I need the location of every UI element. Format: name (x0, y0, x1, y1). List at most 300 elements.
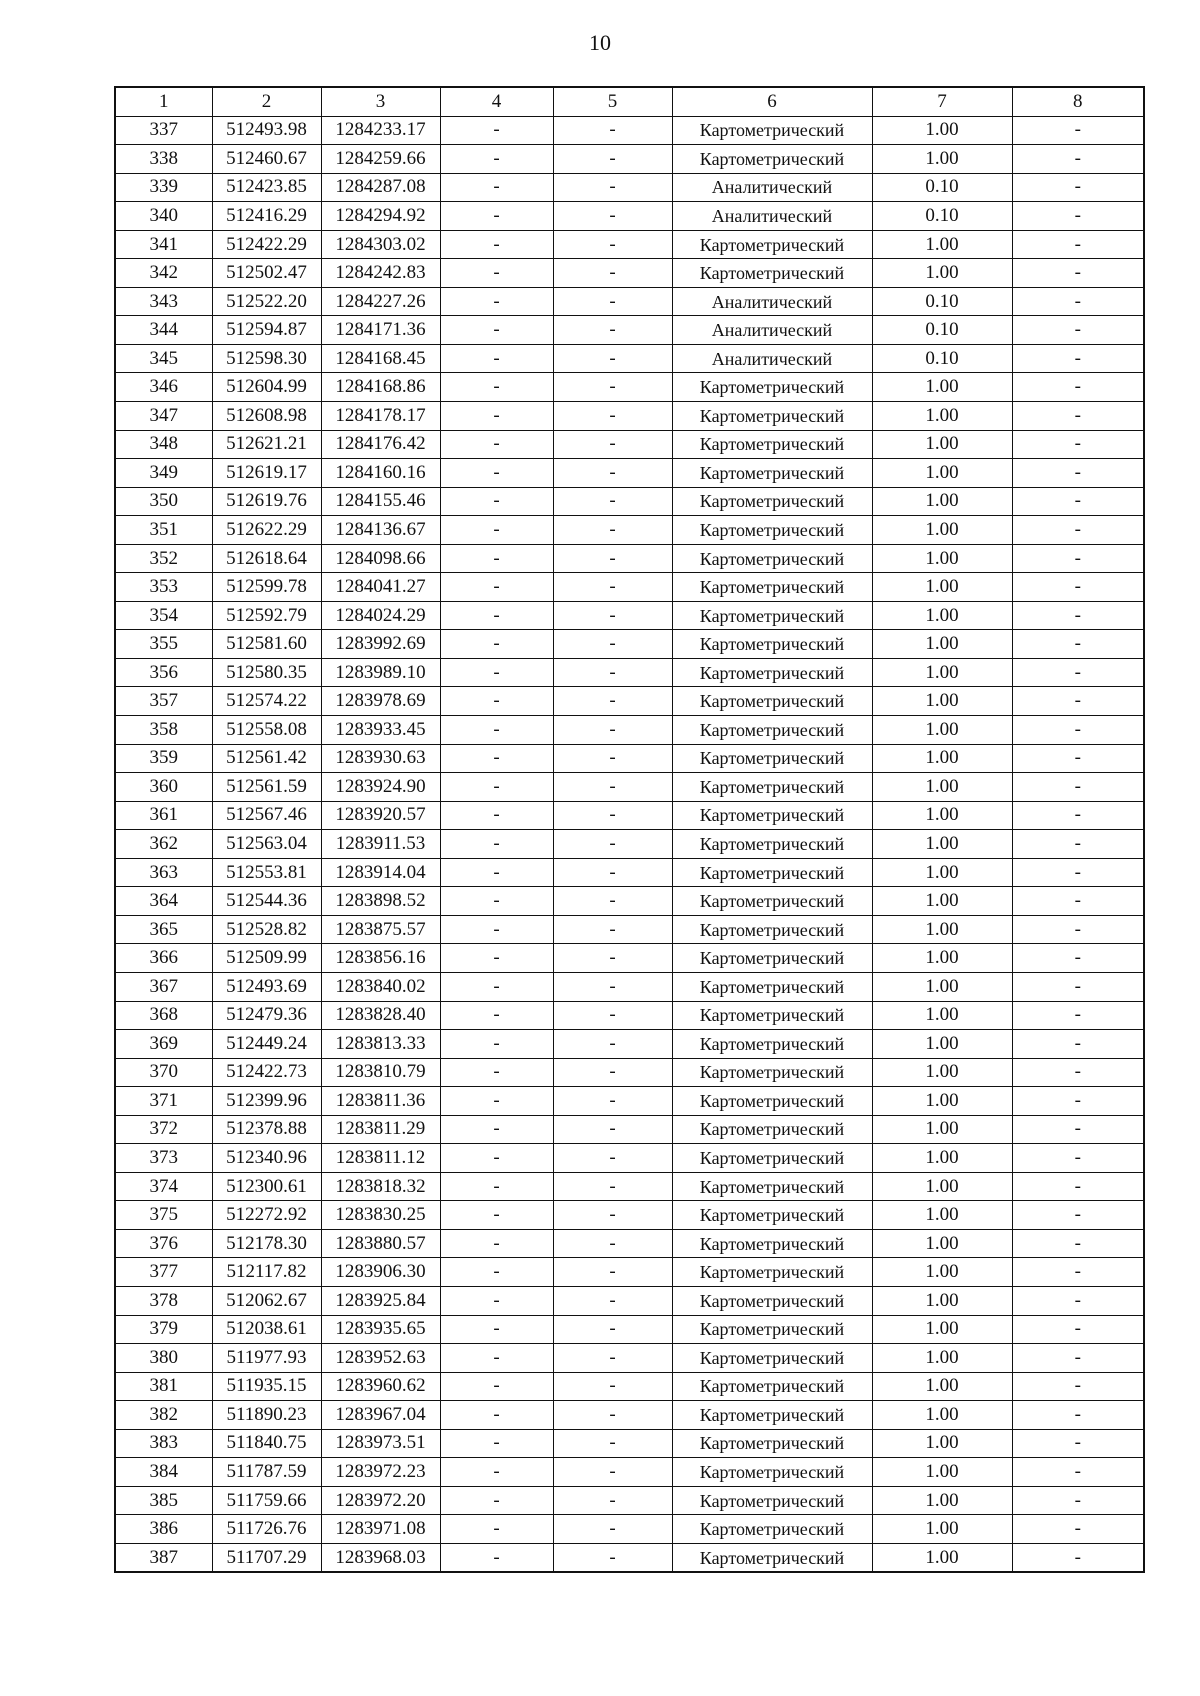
method-cell: Картометрический (672, 858, 872, 887)
column-5-cell: - (553, 773, 672, 802)
column-4-cell: - (440, 1429, 553, 1458)
table-row (115, 801, 1144, 830)
column-8-cell: - (1012, 801, 1144, 830)
method-cell: Картометрический (672, 402, 872, 431)
method-cell: Картометрический (672, 1401, 872, 1430)
column-5-cell: - (553, 1372, 672, 1401)
accuracy-cell: 1.00 (872, 1458, 1012, 1487)
column-8-cell: - (1012, 1315, 1144, 1344)
column-8-cell: - (1012, 259, 1144, 288)
x-coordinate-cell: 511890.23 (212, 1401, 321, 1430)
table-row (115, 430, 1144, 459)
y-coordinate-cell: 1283911.53 (321, 830, 440, 859)
point-number-cell: 380 (115, 1344, 212, 1373)
point-number-cell: 364 (115, 887, 212, 916)
method-cell: Картометрический (672, 1144, 872, 1173)
column-4-cell: - (440, 858, 553, 887)
x-coordinate-cell: 512574.22 (212, 687, 321, 716)
y-coordinate-cell: 1283978.69 (321, 687, 440, 716)
accuracy-cell: 1.00 (872, 1344, 1012, 1373)
table-row (115, 573, 1144, 602)
x-coordinate-cell: 511977.93 (212, 1344, 321, 1373)
column-8-cell: - (1012, 516, 1144, 545)
column-4-cell: - (440, 1001, 553, 1030)
column-header: 8 (1012, 87, 1144, 116)
column-4-cell: - (440, 1344, 553, 1373)
column-4-cell: - (440, 316, 553, 345)
x-coordinate-cell: 512178.30 (212, 1229, 321, 1258)
method-cell: Картометрический (672, 773, 872, 802)
column-8-cell: - (1012, 887, 1144, 916)
column-8-cell: - (1012, 716, 1144, 745)
method-cell: Картометрический (672, 744, 872, 773)
table-row (115, 1315, 1144, 1344)
x-coordinate-cell: 512618.64 (212, 544, 321, 573)
x-coordinate-cell: 512581.60 (212, 630, 321, 659)
method-cell: Аналитический (672, 344, 872, 373)
column-4-cell: - (440, 773, 553, 802)
x-coordinate-cell: 511840.75 (212, 1429, 321, 1458)
x-coordinate-cell: 512422.73 (212, 1058, 321, 1087)
x-coordinate-cell: 512062.67 (212, 1286, 321, 1315)
table-row (115, 944, 1144, 973)
column-5-cell: - (553, 744, 672, 773)
column-header: 7 (872, 87, 1012, 116)
table-row (115, 1172, 1144, 1201)
y-coordinate-cell: 1283830.25 (321, 1201, 440, 1230)
column-8-cell: - (1012, 1401, 1144, 1430)
accuracy-cell: 0.10 (872, 344, 1012, 373)
point-number-cell: 361 (115, 801, 212, 830)
x-coordinate-cell: 512622.29 (212, 516, 321, 545)
y-coordinate-cell: 1283971.08 (321, 1515, 440, 1544)
column-4-cell: - (440, 1315, 553, 1344)
table-row (115, 516, 1144, 545)
y-coordinate-cell: 1284242.83 (321, 259, 440, 288)
method-cell: Картометрический (672, 630, 872, 659)
column-4-cell: - (440, 373, 553, 402)
x-coordinate-cell: 511707.29 (212, 1543, 321, 1572)
x-coordinate-cell: 512561.42 (212, 744, 321, 773)
table-row (115, 744, 1144, 773)
y-coordinate-cell: 1283880.57 (321, 1229, 440, 1258)
point-number-cell: 365 (115, 915, 212, 944)
point-number-cell: 385 (115, 1486, 212, 1515)
method-cell: Картометрический (672, 716, 872, 745)
column-5-cell: - (553, 430, 672, 459)
column-4-cell: - (440, 716, 553, 745)
accuracy-cell: 1.00 (872, 887, 1012, 916)
x-coordinate-cell: 512340.96 (212, 1144, 321, 1173)
method-cell: Картометрический (672, 1515, 872, 1544)
column-8-cell: - (1012, 972, 1144, 1001)
point-number-cell: 374 (115, 1172, 212, 1201)
column-5-cell: - (553, 1030, 672, 1059)
table-row (115, 202, 1144, 231)
y-coordinate-cell: 1283925.84 (321, 1286, 440, 1315)
x-coordinate-cell: 512567.46 (212, 801, 321, 830)
column-5-cell: - (553, 487, 672, 516)
accuracy-cell: 1.00 (872, 1172, 1012, 1201)
column-8-cell: - (1012, 1030, 1144, 1059)
column-5-cell: - (553, 1344, 672, 1373)
table-row (115, 1229, 1144, 1258)
column-4-cell: - (440, 1172, 553, 1201)
column-8-cell: - (1012, 687, 1144, 716)
method-cell: Картометрический (672, 1258, 872, 1287)
table-row (115, 915, 1144, 944)
table-row (115, 1458, 1144, 1487)
x-coordinate-cell: 512594.87 (212, 316, 321, 345)
x-coordinate-cell: 512608.98 (212, 402, 321, 431)
table-row (115, 773, 1144, 802)
column-4-cell: - (440, 430, 553, 459)
column-4-cell: - (440, 658, 553, 687)
table-row (115, 1030, 1144, 1059)
accuracy-cell: 1.00 (872, 1229, 1012, 1258)
y-coordinate-cell: 1284155.46 (321, 487, 440, 516)
y-coordinate-cell: 1284168.45 (321, 344, 440, 373)
y-coordinate-cell: 1283930.63 (321, 744, 440, 773)
column-4-cell: - (440, 1115, 553, 1144)
column-8-cell: - (1012, 1258, 1144, 1287)
column-5-cell: - (553, 1429, 672, 1458)
table-row (115, 173, 1144, 202)
accuracy-cell: 1.00 (872, 1258, 1012, 1287)
method-cell: Картометрический (672, 658, 872, 687)
table-row (115, 259, 1144, 288)
column-5-cell: - (553, 716, 672, 745)
x-coordinate-cell: 512117.82 (212, 1258, 321, 1287)
accuracy-cell: 1.00 (872, 773, 1012, 802)
column-4-cell: - (440, 487, 553, 516)
point-number-cell: 343 (115, 287, 212, 316)
table-row (115, 630, 1144, 659)
method-cell: Картометрический (672, 1429, 872, 1458)
column-4-cell: - (440, 1229, 553, 1258)
accuracy-cell: 1.00 (872, 858, 1012, 887)
column-5-cell: - (553, 287, 672, 316)
table-row (115, 601, 1144, 630)
point-number-cell: 363 (115, 858, 212, 887)
accuracy-cell: 1.00 (872, 658, 1012, 687)
accuracy-cell: 1.00 (872, 1030, 1012, 1059)
method-cell: Картометрический (672, 230, 872, 259)
column-8-cell: - (1012, 1429, 1144, 1458)
column-8-cell: - (1012, 1486, 1144, 1515)
accuracy-cell: 1.00 (872, 544, 1012, 573)
method-cell: Картометрический (672, 1486, 872, 1515)
x-coordinate-cell: 512558.08 (212, 716, 321, 745)
y-coordinate-cell: 1284171.36 (321, 316, 440, 345)
column-8-cell: - (1012, 1172, 1144, 1201)
column-8-cell: - (1012, 544, 1144, 573)
y-coordinate-cell: 1283811.36 (321, 1087, 440, 1116)
column-4-cell: - (440, 459, 553, 488)
accuracy-cell: 1.00 (872, 744, 1012, 773)
accuracy-cell: 1.00 (872, 972, 1012, 1001)
method-cell: Картометрический (672, 915, 872, 944)
method-cell: Картометрический (672, 1001, 872, 1030)
y-coordinate-cell: 1283924.90 (321, 773, 440, 802)
method-cell: Картометрический (672, 573, 872, 602)
y-coordinate-cell: 1284259.66 (321, 145, 440, 174)
accuracy-cell: 1.00 (872, 716, 1012, 745)
column-8-cell: - (1012, 1058, 1144, 1087)
column-4-cell: - (440, 830, 553, 859)
accuracy-cell: 1.00 (872, 145, 1012, 174)
y-coordinate-cell: 1283952.63 (321, 1344, 440, 1373)
column-5-cell: - (553, 1172, 672, 1201)
point-number-cell: 372 (115, 1115, 212, 1144)
method-cell: Картометрический (672, 544, 872, 573)
column-5-cell: - (553, 1315, 672, 1344)
column-header: 1 (115, 87, 212, 116)
column-4-cell: - (440, 173, 553, 202)
column-8-cell: - (1012, 459, 1144, 488)
x-coordinate-cell: 512599.78 (212, 573, 321, 602)
method-cell: Картометрический (672, 887, 872, 916)
point-number-cell: 375 (115, 1201, 212, 1230)
table-row (115, 373, 1144, 402)
x-coordinate-cell: 512416.29 (212, 202, 321, 231)
column-5-cell: - (553, 972, 672, 1001)
y-coordinate-cell: 1284303.02 (321, 230, 440, 259)
point-number-cell: 367 (115, 972, 212, 1001)
x-coordinate-cell: 512619.17 (212, 459, 321, 488)
point-number-cell: 368 (115, 1001, 212, 1030)
column-8-cell: - (1012, 1144, 1144, 1173)
y-coordinate-cell: 1283856.16 (321, 944, 440, 973)
column-8-cell: - (1012, 344, 1144, 373)
column-4-cell: - (440, 801, 553, 830)
y-coordinate-cell: 1283811.12 (321, 1144, 440, 1173)
column-5-cell: - (553, 573, 672, 602)
x-coordinate-cell: 512422.29 (212, 230, 321, 259)
point-number-cell: 350 (115, 487, 212, 516)
column-4-cell: - (440, 1515, 553, 1544)
column-8-cell: - (1012, 1201, 1144, 1230)
column-8-cell: - (1012, 630, 1144, 659)
x-coordinate-cell: 512561.59 (212, 773, 321, 802)
accuracy-cell: 1.00 (872, 630, 1012, 659)
column-5-cell: - (553, 173, 672, 202)
column-5-cell: - (553, 516, 672, 545)
y-coordinate-cell: 1283818.32 (321, 1172, 440, 1201)
method-cell: Картометрический (672, 1201, 872, 1230)
column-8-cell: - (1012, 744, 1144, 773)
method-cell: Картометрический (672, 516, 872, 545)
accuracy-cell: 0.10 (872, 316, 1012, 345)
x-coordinate-cell: 512460.67 (212, 145, 321, 174)
column-5-cell: - (553, 1543, 672, 1572)
y-coordinate-cell: 1283972.23 (321, 1458, 440, 1487)
method-cell: Картометрический (672, 1229, 872, 1258)
x-coordinate-cell: 512449.24 (212, 1030, 321, 1059)
column-8-cell: - (1012, 830, 1144, 859)
column-8-cell: - (1012, 573, 1144, 602)
x-coordinate-cell: 512423.85 (212, 173, 321, 202)
column-5-cell: - (553, 402, 672, 431)
y-coordinate-cell: 1284294.92 (321, 202, 440, 231)
point-number-cell: 378 (115, 1286, 212, 1315)
x-coordinate-cell: 512553.81 (212, 858, 321, 887)
column-8-cell: - (1012, 230, 1144, 259)
y-coordinate-cell: 1284176.42 (321, 430, 440, 459)
column-4-cell: - (440, 145, 553, 174)
column-4-cell: - (440, 1258, 553, 1287)
column-8-cell: - (1012, 1372, 1144, 1401)
x-coordinate-cell: 512621.21 (212, 430, 321, 459)
point-number-cell: 359 (115, 744, 212, 773)
x-coordinate-cell: 512563.04 (212, 830, 321, 859)
method-cell: Картометрический (672, 801, 872, 830)
point-number-cell: 358 (115, 716, 212, 745)
accuracy-cell: 1.00 (872, 944, 1012, 973)
accuracy-cell: 0.10 (872, 202, 1012, 231)
y-coordinate-cell: 1283828.40 (321, 1001, 440, 1030)
method-cell: Аналитический (672, 202, 872, 231)
column-5-cell: - (553, 1115, 672, 1144)
x-coordinate-cell: 512522.20 (212, 287, 321, 316)
x-coordinate-cell: 512592.79 (212, 601, 321, 630)
column-5-cell: - (553, 858, 672, 887)
accuracy-cell: 1.00 (872, 1115, 1012, 1144)
point-number-cell: 337 (115, 116, 212, 145)
point-number-cell: 354 (115, 601, 212, 630)
table-row (115, 1115, 1144, 1144)
accuracy-cell: 0.10 (872, 173, 1012, 202)
column-5-cell: - (553, 915, 672, 944)
y-coordinate-cell: 1283875.57 (321, 915, 440, 944)
point-number-cell: 338 (115, 145, 212, 174)
column-8-cell: - (1012, 1543, 1144, 1572)
accuracy-cell: 1.00 (872, 487, 1012, 516)
column-header: 6 (672, 87, 872, 116)
method-cell: Картометрический (672, 1372, 872, 1401)
y-coordinate-cell: 1283933.45 (321, 716, 440, 745)
column-5-cell: - (553, 316, 672, 345)
column-4-cell: - (440, 1372, 553, 1401)
x-coordinate-cell: 512509.99 (212, 944, 321, 973)
x-coordinate-cell: 512479.36 (212, 1001, 321, 1030)
y-coordinate-cell: 1284168.86 (321, 373, 440, 402)
column-8-cell: - (1012, 601, 1144, 630)
method-cell: Картометрический (672, 259, 872, 288)
column-8-cell: - (1012, 116, 1144, 145)
x-coordinate-cell: 512038.61 (212, 1315, 321, 1344)
point-number-cell: 352 (115, 544, 212, 573)
column-4-cell: - (440, 744, 553, 773)
column-5-cell: - (553, 830, 672, 859)
column-4-cell: - (440, 516, 553, 545)
point-number-cell: 345 (115, 344, 212, 373)
x-coordinate-cell: 512580.35 (212, 658, 321, 687)
column-header: 5 (553, 87, 672, 116)
point-number-cell: 371 (115, 1087, 212, 1116)
point-number-cell: 386 (115, 1515, 212, 1544)
accuracy-cell: 1.00 (872, 459, 1012, 488)
method-cell: Картометрический (672, 830, 872, 859)
method-cell: Аналитический (672, 316, 872, 345)
column-5-cell: - (553, 658, 672, 687)
column-4-cell: - (440, 544, 553, 573)
column-4-cell: - (440, 1087, 553, 1116)
table-row (115, 1144, 1144, 1173)
accuracy-cell: 1.00 (872, 1001, 1012, 1030)
method-cell: Аналитический (672, 287, 872, 316)
table-row (115, 402, 1144, 431)
x-coordinate-cell: 512598.30 (212, 344, 321, 373)
column-8-cell: - (1012, 316, 1144, 345)
x-coordinate-cell: 512619.76 (212, 487, 321, 516)
column-4-cell: - (440, 915, 553, 944)
column-4-cell: - (440, 687, 553, 716)
column-8-cell: - (1012, 373, 1144, 402)
x-coordinate-cell: 512378.88 (212, 1115, 321, 1144)
column-5-cell: - (553, 1087, 672, 1116)
column-5-cell: - (553, 459, 672, 488)
table-row (115, 830, 1144, 859)
accuracy-cell: 1.00 (872, 1515, 1012, 1544)
column-4-cell: - (440, 1486, 553, 1515)
point-number-cell: 346 (115, 373, 212, 402)
point-number-cell: 381 (115, 1372, 212, 1401)
table-header-row (115, 87, 1144, 116)
table-row (115, 1344, 1144, 1373)
column-5-cell: - (553, 1229, 672, 1258)
column-8-cell: - (1012, 1344, 1144, 1373)
column-4-cell: - (440, 1144, 553, 1173)
column-8-cell: - (1012, 1001, 1144, 1030)
method-cell: Картометрический (672, 373, 872, 402)
y-coordinate-cell: 1284160.16 (321, 459, 440, 488)
y-coordinate-cell: 1283914.04 (321, 858, 440, 887)
method-cell: Картометрический (672, 972, 872, 1001)
column-8-cell: - (1012, 287, 1144, 316)
method-cell: Картометрический (672, 145, 872, 174)
point-number-cell: 344 (115, 316, 212, 345)
column-5-cell: - (553, 116, 672, 145)
column-5-cell: - (553, 1058, 672, 1087)
point-number-cell: 377 (115, 1258, 212, 1287)
y-coordinate-cell: 1284041.27 (321, 573, 440, 602)
y-coordinate-cell: 1284098.66 (321, 544, 440, 573)
method-cell: Картометрический (672, 1315, 872, 1344)
table-row (115, 145, 1144, 174)
point-number-cell: 382 (115, 1401, 212, 1430)
y-coordinate-cell: 1284136.67 (321, 516, 440, 545)
table-row (115, 230, 1144, 259)
method-cell: Картометрический (672, 459, 872, 488)
column-4-cell: - (440, 630, 553, 659)
method-cell: Картометрический (672, 487, 872, 516)
column-8-cell: - (1012, 145, 1144, 174)
column-header: 2 (212, 87, 321, 116)
point-number-cell: 373 (115, 1144, 212, 1173)
x-coordinate-cell: 511759.66 (212, 1486, 321, 1515)
column-5-cell: - (553, 1486, 672, 1515)
x-coordinate-cell: 512300.61 (212, 1172, 321, 1201)
accuracy-cell: 1.00 (872, 601, 1012, 630)
table-row (115, 858, 1144, 887)
column-4-cell: - (440, 1401, 553, 1430)
point-number-cell: 351 (115, 516, 212, 545)
method-cell: Картометрический (672, 1087, 872, 1116)
point-number-cell: 357 (115, 687, 212, 716)
point-number-cell: 369 (115, 1030, 212, 1059)
point-number-cell: 366 (115, 944, 212, 973)
